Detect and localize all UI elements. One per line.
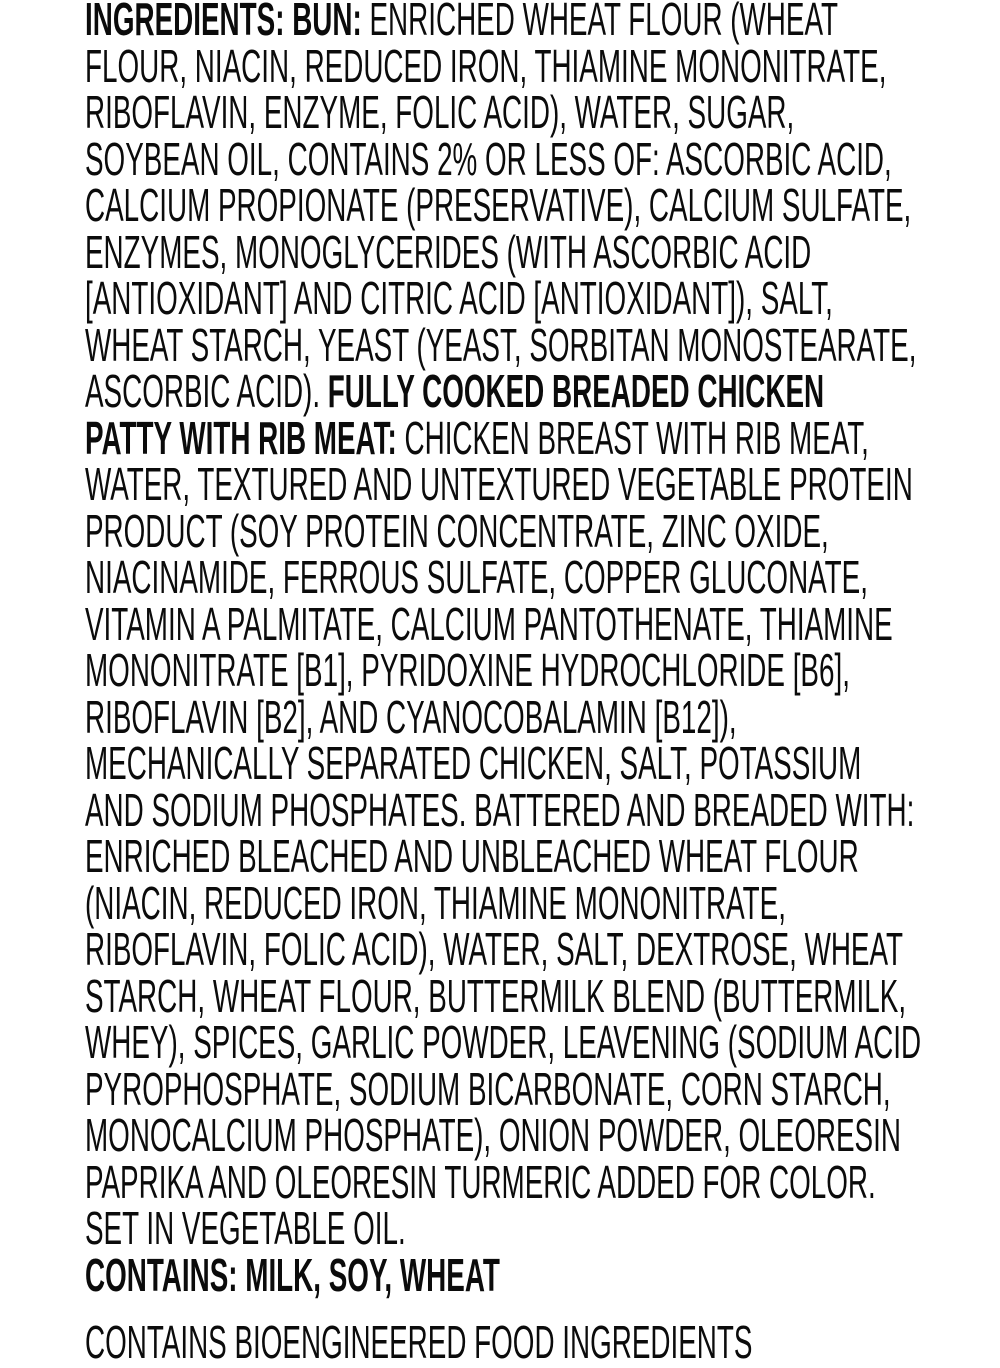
ingredients-line — [85, 876, 921, 929]
ingredients-segment: RIBOFLAVIN, FOLIC ACID), WATER, SALT, DEXTROSE, WHEAT — [85, 923, 903, 975]
ingredients-segment: PYROPHOSPHATE, SODIUM BICARBONATE, CORN STARCH, — [85, 1062, 891, 1115]
ingredients-segment: MECHANICALLY SEPARATED CHICKEN, SALT, POTASSIUM — [85, 737, 862, 789]
ingredients-line — [85, 86, 921, 138]
ingredients-segment: RIBOFLAVIN [B2], AND CYANOCOBALAMIN [B12]), — [85, 690, 737, 743]
ingredients-segment: NIACINAMIDE, FERROUS SULFATE, COPPER GLUCONATE, — [85, 551, 868, 603]
ingredients-segment: ENZYMES, MONOGLYCERIDES (WITH ASCORBIC ACID — [85, 225, 812, 278]
ingredients-line — [85, 1202, 921, 1254]
ingredients-line — [85, 458, 921, 510]
ingredients-label — [85, 0, 921, 1366]
ingredients-line — [85, 272, 921, 324]
ingredients-line — [85, 551, 921, 603]
bioengineered-notice: CONTAINS BIOENGINEERED FOOD INGREDIENTS — [85, 1316, 753, 1368]
ingredients-line — [85, 737, 921, 789]
ingredients-line — [85, 132, 921, 185]
ingredients-line — [85, 365, 921, 417]
ingredients-segment: WATER, TEXTURED AND UNTEXTURED VEGETABLE PROTEIN — [85, 458, 913, 510]
ingredients-line — [85, 318, 921, 371]
ingredients-segment: SET IN VEGETABLE OIL. — [85, 1202, 406, 1254]
ingredients-line — [85, 225, 921, 278]
ingredients-segment: PRODUCT (SOY PROTEIN CONCENTRATE, ZINC OXIDE, — [85, 504, 829, 557]
ingredients-line — [85, 1109, 921, 1161]
ingredients-line — [85, 504, 921, 557]
ingredients-line — [85, 39, 921, 92]
ingredients-segment: (NIACIN, REDUCED IRON, THIAMINE MONONITRATE, — [85, 876, 786, 929]
ingredients-line — [85, 969, 921, 1022]
ingredients-segment: ENRICHED WHEAT FLOUR (WHEAT — [369, 0, 838, 45]
ingredients-line — [85, 1248, 921, 1301]
ingredients-segment: [ANTIOXIDANT] AND CITRIC ACID [ANTIOXIDANT]), SALT, — [85, 272, 833, 324]
ingredients-text-block — [85, 0, 922, 1301]
ingredients-segment: WHEY), SPICES, GARLIC POWDER, LEAVENING (SODIUM ACID — [85, 1016, 922, 1068]
ingredients-line — [85, 690, 921, 743]
ingredients-segment: STARCH, WHEAT FLOUR, BUTTERMILK BLEND (BUTTERMILK, — [85, 969, 907, 1022]
ingredients-segment: PAPRIKA AND OLEORESIN TURMERIC ADDED FOR COLOR. — [85, 1155, 876, 1208]
ingredients-segment: ASCORBIC ACID). — [85, 365, 328, 417]
ingredients-line — [85, 179, 921, 231]
ingredients-segment: FLOUR, NIACIN, REDUCED IRON, THIAMINE MONONITRATE, — [85, 39, 887, 92]
ingredients-line — [85, 644, 921, 696]
ingredients-segment: MONONITRATE [B1], PYRIDOXINE HYDROCHLORIDE [B6], — [85, 644, 850, 696]
ingredients-segment: MONOCALCIUM PHOSPHATE), ONION POWDER, OLEORESIN — [85, 1109, 901, 1161]
ingredients-segment: AND SODIUM PHOSPHATES. BATTERED AND BREADED WITH: — [85, 783, 915, 836]
ingredients-line — [85, 0, 921, 43]
ingredients-segment: CHICKEN BREAST WITH RIB MEAT, — [404, 411, 869, 464]
ingredients-segment: ENRICHED BLEACHED AND UNBLEACHED WHEAT FLOUR — [85, 830, 859, 882]
ingredients-line — [85, 923, 921, 975]
ingredients-segment-bold: PATTY WITH RIB MEAT: — [85, 411, 405, 464]
ingredients-line — [85, 597, 921, 650]
ingredients-segment-bold: FULLY COOKED BREADED CHICKEN — [327, 365, 825, 417]
ingredients-segment: CALCIUM PROPIONATE (PRESERVATIVE), CALCIUM SULFATE, — [85, 179, 912, 231]
ingredients-segment-bold: CONTAINS: MILK, SOY, WHEAT — [85, 1248, 500, 1301]
ingredients-segment-bold: INGREDIENTS: BUN: — [85, 0, 370, 45]
ingredients-line — [85, 830, 921, 882]
ingredients-line — [85, 1016, 922, 1068]
ingredients-segment: RIBOFLAVIN, ENZYME, FOLIC ACID), WATER, SUGAR, — [85, 86, 795, 138]
ingredients-line — [85, 783, 921, 836]
ingredients-segment: VITAMIN A PALMITATE, CALCIUM PANTOTHENATE, THIAMINE — [85, 597, 893, 650]
ingredients-segment: SOYBEAN OIL, CONTAINS 2% OR LESS OF: ASCORBIC ACID, — [85, 132, 892, 185]
ingredients-line — [85, 1155, 921, 1208]
ingredients-line — [85, 411, 921, 464]
ingredients-line — [85, 1062, 921, 1115]
ingredients-segment: WHEAT STARCH, YEAST (YEAST, SORBITAN MONOSTEARATE, — [85, 318, 917, 371]
